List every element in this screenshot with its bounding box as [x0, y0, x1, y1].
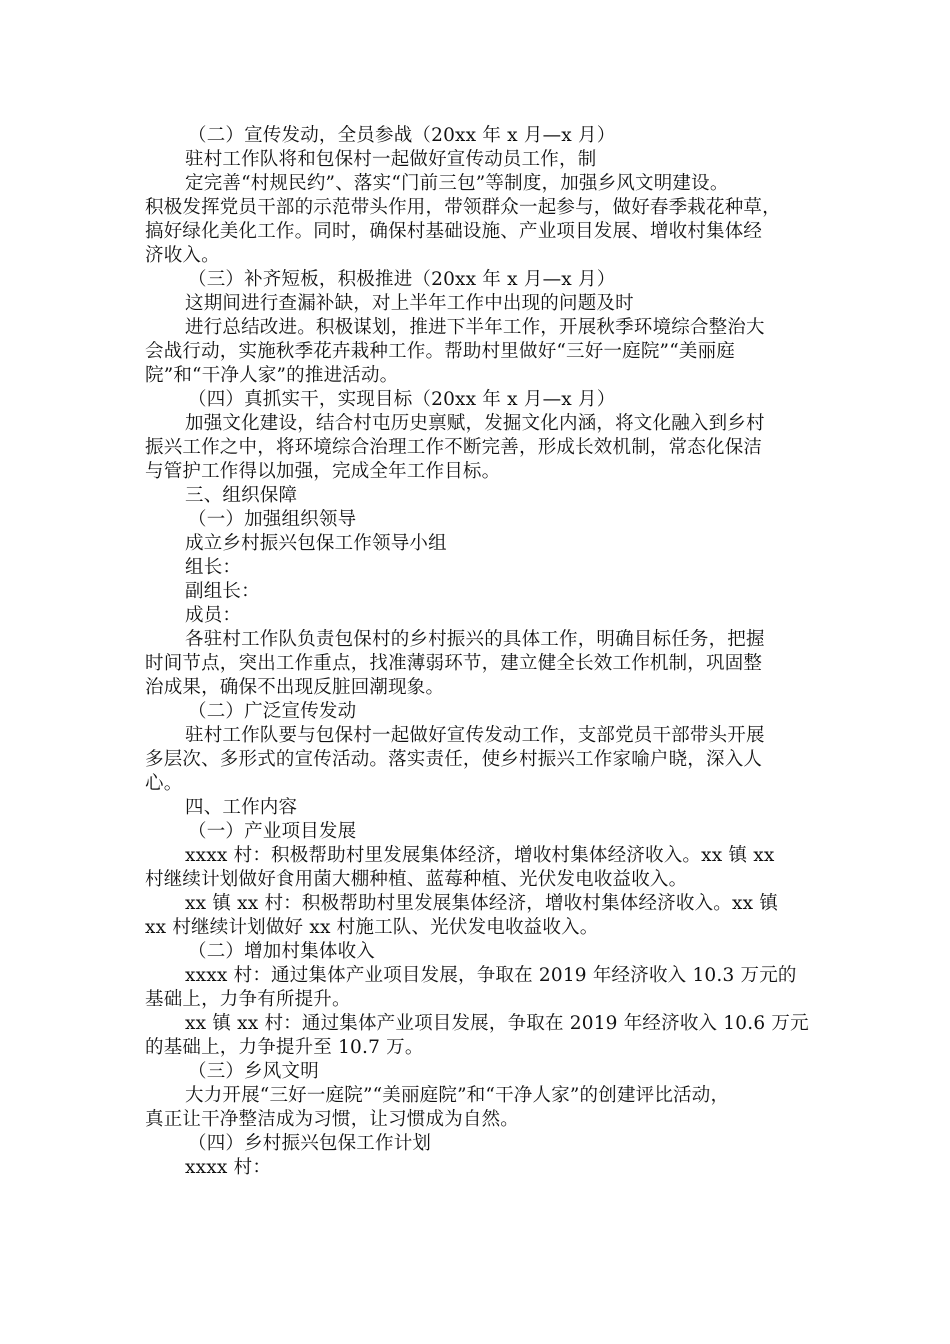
subheading-section-2: （二）宣传发动，全员参战（20xx 年 x 月—x 月）: [188, 125, 616, 146]
paragraph-line: 基础上，力争有所提升。: [145, 989, 351, 1010]
subheading-income: （二）增加村集体收入: [188, 941, 376, 962]
paragraph-line: xxxx 村：积极帮助村里发展集体经济，增收村集体经济收入。xx 镇 xx: [185, 845, 775, 866]
team-leader-label: 组长：: [185, 557, 242, 578]
paragraph-line: 与管护工作得以加强，完成全年工作目标。: [145, 461, 501, 482]
paragraph-line: 这期间进行查漏补缺，对上半年工作中出现的问题及时: [185, 293, 634, 314]
subheading-civilization: （三）乡风文明: [188, 1061, 319, 1082]
paragraph-line: 真正让干净整洁成为习惯，让习惯成为自然。: [145, 1109, 520, 1130]
paragraph-line: 成立乡村振兴包保工作领导小组: [185, 533, 447, 554]
subheading-work-plan: （四）乡村振兴包保工作计划: [188, 1133, 432, 1154]
paragraph-line: xx 村继续计划做好 xx 村施工队、光伏发电收益收入。: [145, 917, 599, 938]
paragraph-line: 加强文化建设，结合村屯历史禀赋，发掘文化内涵，将文化融入到乡村: [185, 413, 765, 434]
members-label: 成员：: [185, 605, 242, 626]
paragraph-line: 治成果，确保不出现反脏回潮现象。: [145, 677, 445, 698]
paragraph-line: 村继续计划做好食用菌大棚种植、蓝莓种植、光伏发电收益收入。: [145, 869, 688, 890]
paragraph-line: xx 镇 xx 村：积极帮助村里发展集体经济，增收村集体经济收入。xx 镇: [185, 893, 779, 914]
deputy-leader-label: 副组长：: [185, 581, 260, 602]
paragraph-line: 济收入。: [145, 245, 220, 266]
paragraph-line: 心。: [145, 773, 183, 794]
subheading-industry: （一）产业项目发展: [188, 821, 357, 842]
paragraph-line: 时间节点，突出工作重点，找准薄弱环节，建立健全长效工作机制，巩固整: [145, 653, 763, 674]
subheading-section-4: （四）真抓实干，实现目标（20xx 年 x 月—x 月）: [188, 389, 616, 410]
paragraph-line: xxxx 村：通过集体产业项目发展，争取在 2019 年经济收入 10.3 万元的: [185, 965, 797, 986]
paragraph-line: xxxx 村：: [185, 1157, 272, 1178]
paragraph-line: 进行总结改进。积极谋划，推进下半年工作，开展秋季环境综合整治大: [185, 317, 765, 338]
paragraph-line: 驻村工作队将和包保村一起做好宣传动员工作，制: [185, 149, 597, 170]
paragraph-line: 会战行动，实施秋季花卉栽种工作。帮助村里做好“三好一庭院”“美丽庭: [145, 341, 735, 362]
subheading-section-3: （三）补齐短板，积极推进（20xx 年 x 月—x 月）: [188, 269, 616, 290]
paragraph-line: 积极发挥党员干部的示范带头作用，带领群众一起参与，做好春季栽花种草，: [145, 197, 781, 218]
paragraph-line: 各驻村工作队负责包保村的乡村振兴的具体工作，明确目标任务，把握: [185, 629, 765, 650]
paragraph-line: 驻村工作队要与包保村一起做好宣传发动工作，支部党员干部带头开展: [185, 725, 765, 746]
paragraph-line: 的基础上，力争提升至 10.7 万。: [145, 1037, 424, 1058]
subheading-leadership: （一）加强组织领导: [188, 509, 357, 530]
paragraph-line: 搞好绿化美化工作。同时，确保村基础设施、产业项目发展、增收村集体经: [145, 221, 763, 242]
paragraph-line: 大力开展“三好一庭院”“美丽庭院”和“干净人家”的创建评比活动，: [185, 1085, 730, 1106]
paragraph-line: 院”和“干净人家”的推进活动。: [145, 365, 399, 386]
subheading-publicity: （二）广泛宣传发动: [188, 701, 357, 722]
heading-organizational-guarantee: 三、组织保障: [185, 485, 298, 506]
paragraph-line: 振兴工作之中，将环境综合治理工作不断完善，形成长效机制，常态化保洁: [145, 437, 763, 458]
paragraph-line: xx 镇 xx 村：通过集体产业项目发展，争取在 2019 年经济收入 10.6 万元: [185, 1013, 809, 1034]
paragraph-line: 多层次、多形式的宣传活动。落实责任，使乡村振兴工作家喻户晓，深入人: [145, 749, 763, 770]
heading-work-content: 四、工作内容: [185, 797, 298, 818]
paragraph-line: 定完善“村规民约”、落实“门前三包”等制度，加强乡风文明建设。: [185, 173, 729, 194]
